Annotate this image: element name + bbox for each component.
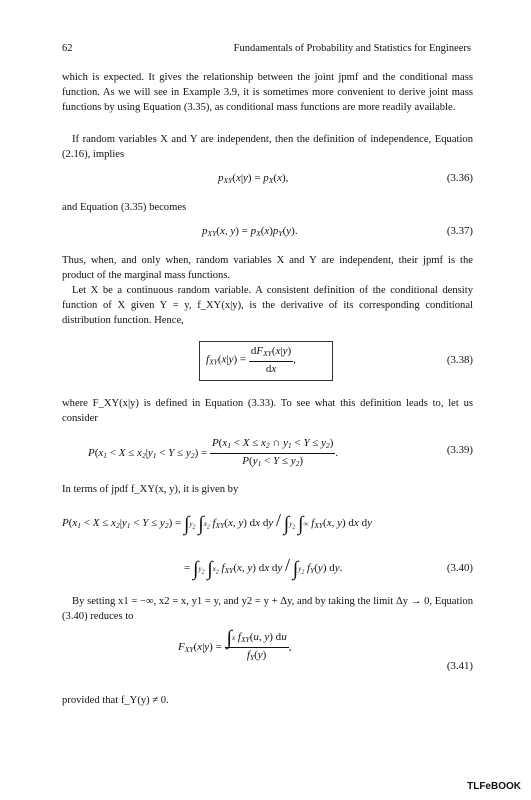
page-number: 62: [62, 43, 73, 54]
paragraph-4: Thus, when, and only when, random variables X and Y are independent, their jpmf is the product of the marginal mass functions.: [62, 255, 473, 281]
footer-watermark: TLFeBOOK: [467, 781, 521, 792]
equation-3-38: $f_{XY}(x|y)$ = $\frac{dF_{XY}(x|y)}{dx}$ ,: [206, 345, 296, 375]
paragraph-2: If random variables X and Y are independent, then the definition of independence, Equation (2.16), implies: [62, 134, 473, 160]
equation-number-3-41: (3.41): [446, 660, 473, 672]
equation-3-40-line-1: $P(x_1 < X \le x_2|y_1 < Y \le y_2) = \int y_2$ $\int x_2$ $f_{XY}(x$, y) dx dy / $\int y_2$ ∫∞ $f_{XY}(x$, y) dx dy: [62, 510, 372, 535]
paragraph-5: Let X be a continuous random variable. A consistent definition of the conditional density function of X given Y = y, f_XY(x|y), is the derivative of its corresponding conditional distribution function. Hence,: [62, 285, 473, 326]
equation-number-3-37: (3.37): [446, 225, 473, 237]
paragraph-7: In terms of jpdf f_XY(x, y), it is given by: [62, 484, 239, 495]
paragraph-9: provided that f_Y(y) ≠ 0.: [62, 695, 169, 706]
equation-number-3-40: (3.40): [446, 562, 473, 574]
equation-3-40-line-2: = $\int y_2$ $\int x_2$ $f_{XY}(x$, y) dx dy / $\int y_2$ $f_Y(y)$ dy.: [184, 555, 343, 580]
equation-number-3-39: (3.39): [446, 444, 473, 456]
paragraph-1: which is expected. It gives the relationship between the joint jpmf and the conditional mass function. As we will see in Example 3.9, it is sometimes more convenient to derive joint mass functions by using Equation (3.35), as conditional mass functions are more readily available.: [62, 72, 473, 113]
equation-number-3-36: (3.36): [446, 172, 473, 184]
equation-3-39: $P(x_1 < X \le x_2|y_1 < Y \le y_2)$ = $\frac{P(x_1 < X \le x_2 \cap y_1 < Y \le y_2)}{P(y_1 < Y \le y_2)}$ .: [88, 437, 339, 468]
paragraph-6: where F_XY(x|y) is defined in Equation (3.33). To see what this definition leads to, let us consider: [62, 398, 473, 424]
equation-3-41: $F_{XY}(x|y)$ = $\frac{\int x f_{XY}(u, y) du}{f_Y(y)}$ ,: [178, 627, 292, 662]
running-head: Fundamentals of Probability and Statistics for Engineers: [233, 43, 471, 54]
paragraph-8: By setting x1 = −∞, x2 = x, y1 = y, and y2 = y + Δy, and by taking the limit Δy → 0, Equation (3.40) reduces to: [62, 596, 473, 622]
equation-3-36: $p_{XY}(x|y) = p_X(x)$,: [218, 172, 289, 185]
equation-number-3-38: (3.38): [446, 354, 473, 366]
equation-3-37: $p_{XY}(x$, $y) = p_X(x)p_Y(y)$.: [202, 225, 298, 238]
paragraph-3: and Equation (3.35) becomes: [62, 202, 187, 213]
